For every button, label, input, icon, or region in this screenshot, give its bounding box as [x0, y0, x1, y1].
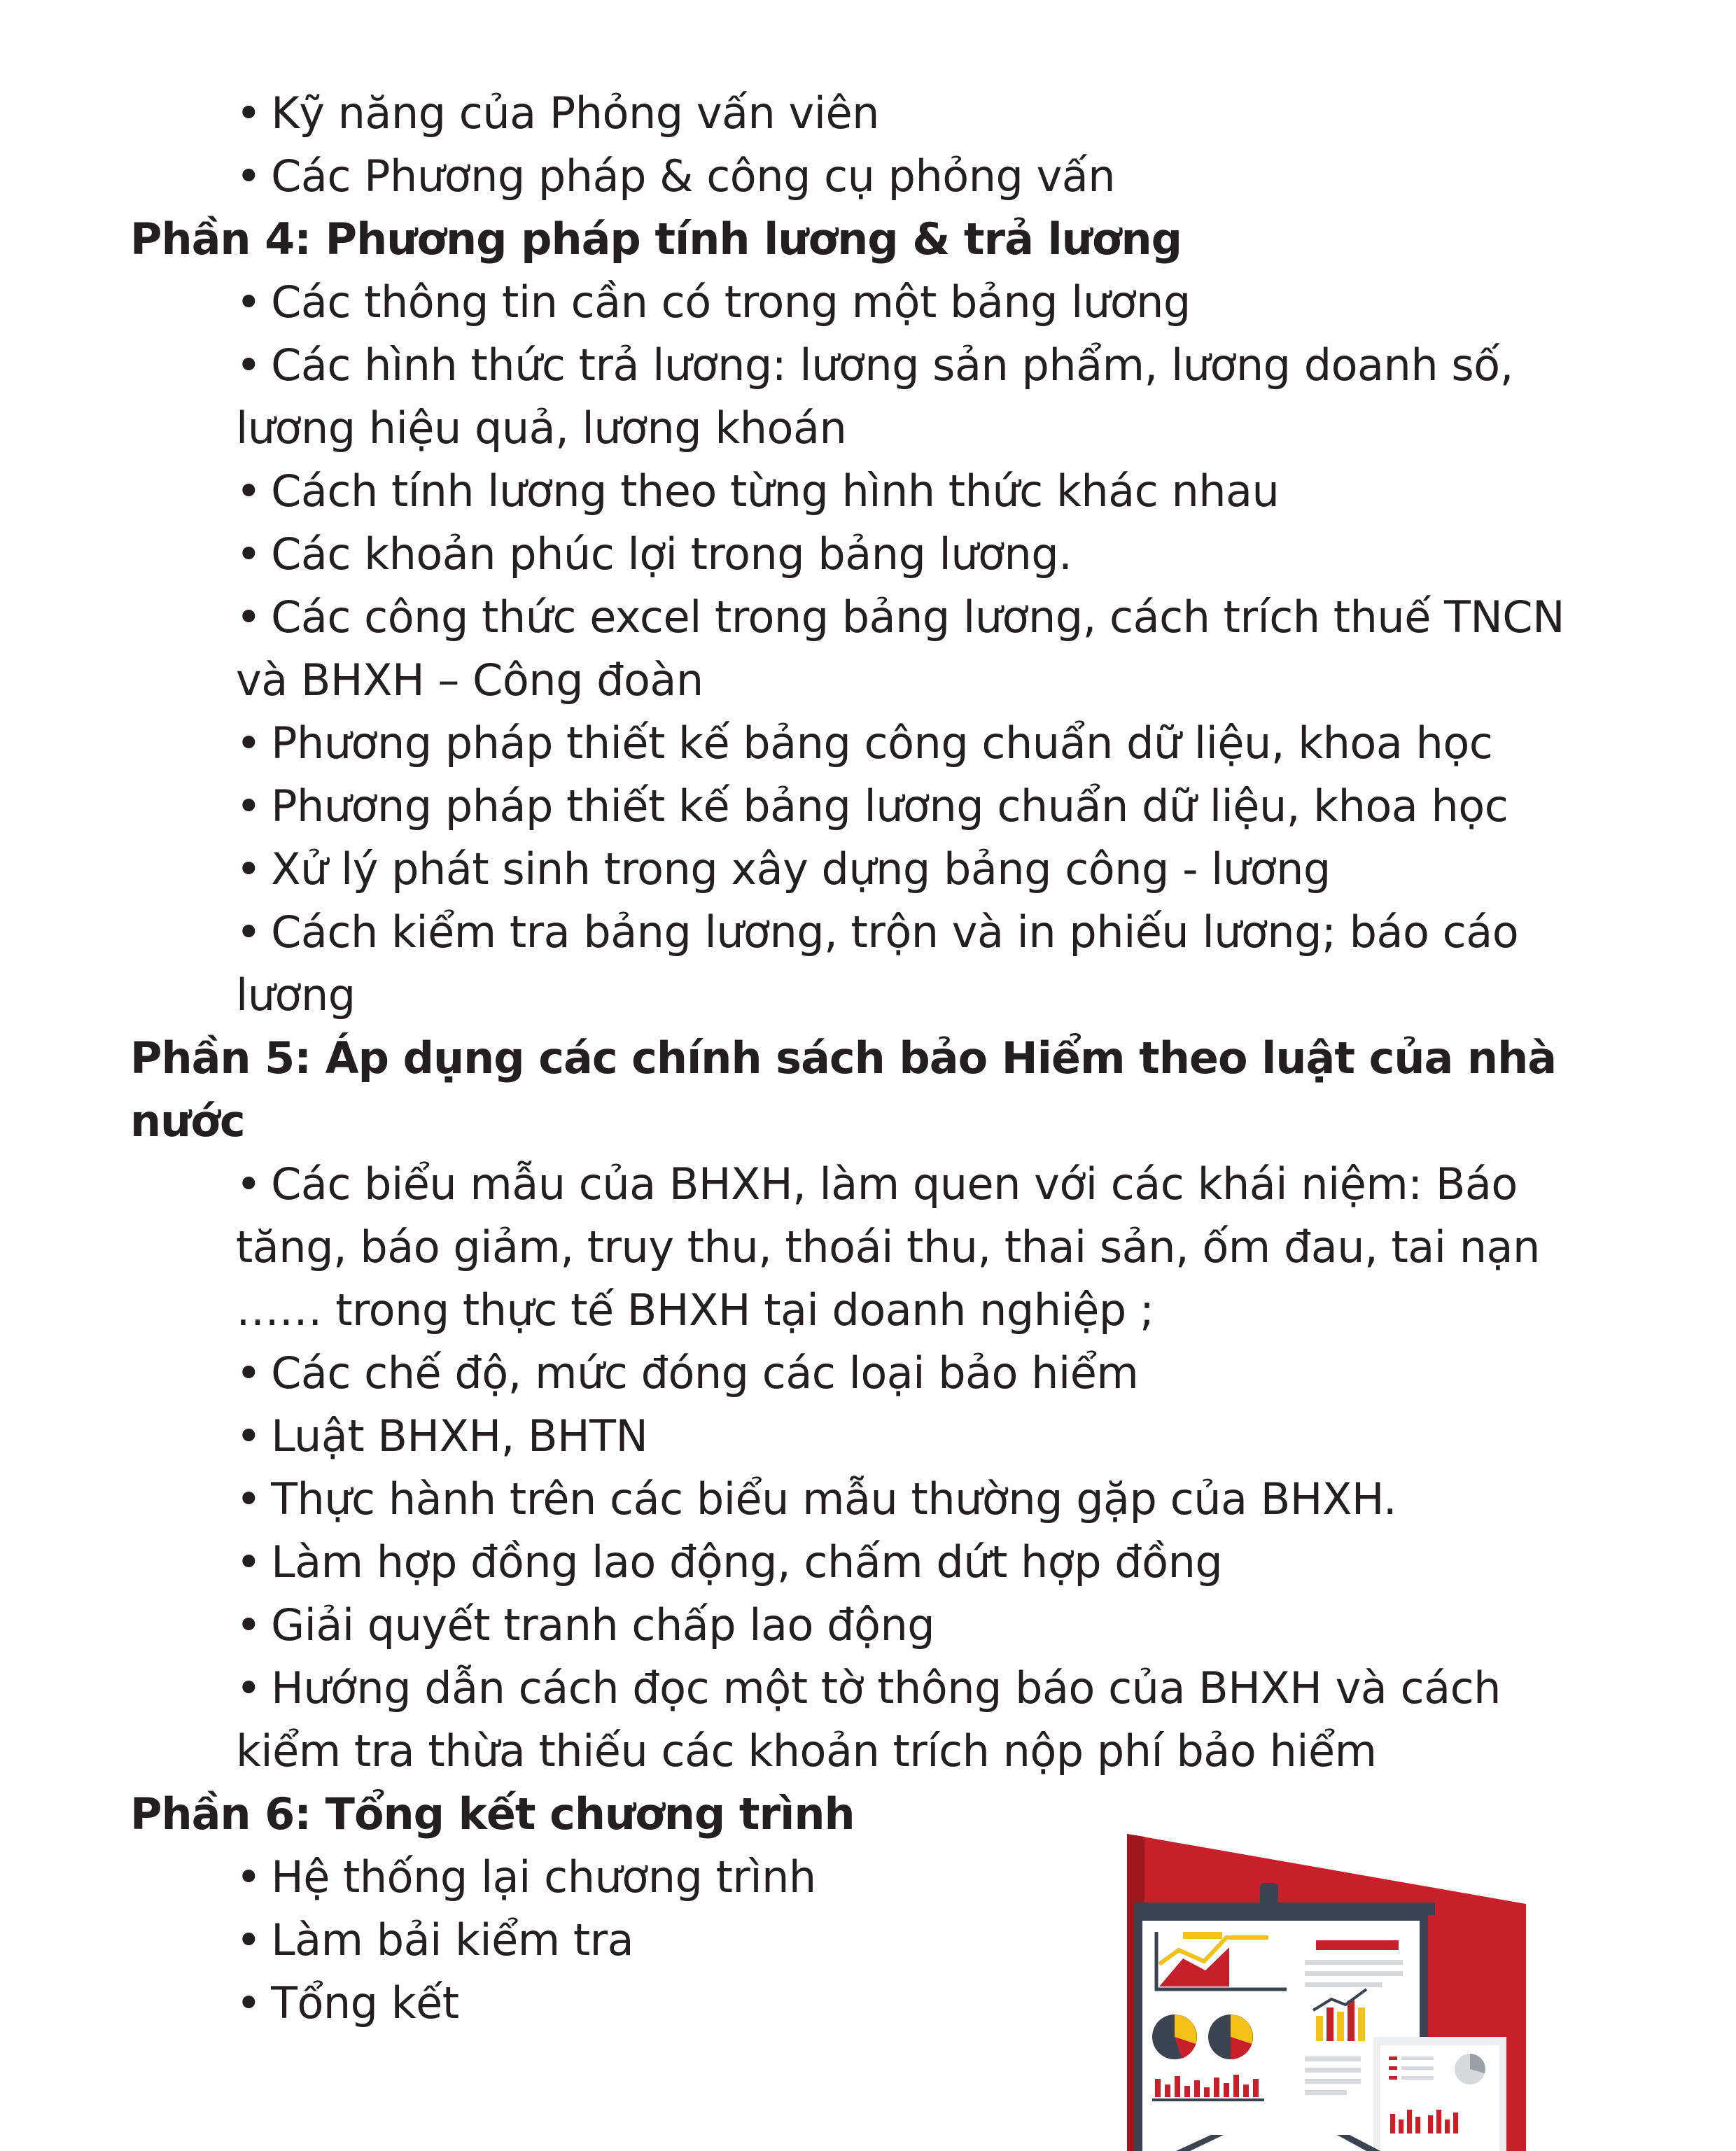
- list-item-continuation: và BHXH – Công đoàn: [236, 654, 704, 706]
- section-heading: Phần 5: Áp dụng các chính sách bảo Hiểm theo luật của nhà: [130, 1032, 1557, 1084]
- list-item: • Làm bải kiểm tra: [236, 1909, 634, 1972]
- secondary-card: [1373, 2037, 1506, 2151]
- list-item-continuation: kiểm tra thừa thiếu các khoản trích nộp phí bảo hiểm: [236, 1725, 1377, 1777]
- board-hook: [1260, 1883, 1278, 1905]
- list-item: • Hướng dẫn cách đọc một tờ thông báo của BHXH và cách: [236, 1657, 1501, 1720]
- list-item: • Giải quyết tranh chấp lao động: [236, 1594, 934, 1657]
- board-rail: [1134, 1903, 1435, 1915]
- section-heading: Phần 4: Phương pháp tính lương & trả lương: [130, 213, 1182, 265]
- pie-chart-icon: [1152, 2015, 1197, 2059]
- list-item: • Các công thức excel trong bảng lương, cách trích thuế TNCN: [236, 586, 1564, 649]
- list-item-continuation: lương: [236, 969, 356, 1021]
- list-item: • Các Phương pháp & công cụ phỏng vấn: [236, 145, 1115, 208]
- list-item-continuation: lương hiệu quả, lương khoán: [236, 402, 847, 454]
- list-item: • Làm hợp đồng lao động, chấm dứt hợp đồng: [236, 1531, 1222, 1594]
- list-item: • Luật BHXH, BHTN: [236, 1405, 648, 1468]
- list-item: • Hệ thống lại chương trình: [236, 1846, 816, 1909]
- list-item: • Tổng kết: [236, 1972, 459, 2035]
- list-item: • Phương pháp thiết kế bảng lương chuẩn dữ liệu, khoa học: [236, 775, 1508, 838]
- section-heading-continuation: nước: [130, 1095, 245, 1147]
- section-heading: Phần 6: Tổng kết chương trình: [130, 1788, 855, 1840]
- list-item: • Các hình thức trả lương: lương sản phẩm, lương doanh số,: [236, 334, 1513, 397]
- list-item: • Các thông tin cần có trong một bảng lương: [236, 271, 1191, 334]
- list-item: • Các khoản phúc lợi trong bảng lương.: [236, 523, 1072, 586]
- list-item: • Kỹ năng của Phỏng vấn viên: [236, 82, 879, 145]
- list-item: • Thực hành trên các biểu mẫu thường gặp của BHXH.: [236, 1468, 1396, 1531]
- list-item: • Xử lý phát sinh trong xây dựng bảng công - lương: [236, 838, 1331, 901]
- list-item: • Cách tính lương theo từng hình thức khác nhau: [236, 460, 1279, 523]
- presentation-board-illustration: [1106, 1827, 1540, 2151]
- list-item: • Các biểu mẫu của BHXH, làm quen với các khái niệm: Báo: [236, 1153, 1518, 1216]
- list-item-continuation: …… trong thực tế BHXH tại doanh nghiệp ;: [236, 1284, 1154, 1336]
- list-item: • Phương pháp thiết kế bảng công chuẩn dữ liệu, khoa học: [236, 712, 1492, 775]
- list-item: • Các chế độ, mức đóng các loại bảo hiểm: [236, 1342, 1138, 1405]
- pie-chart-icon-2: [1208, 2015, 1253, 2059]
- list-item-continuation: tăng, báo giảm, truy thu, thoái thu, thai sản, ốm đau, tai nạn: [236, 1221, 1540, 1273]
- list-item: • Cách kiểm tra bảng lương, trộn và in phiếu lương; báo cáo: [236, 901, 1518, 964]
